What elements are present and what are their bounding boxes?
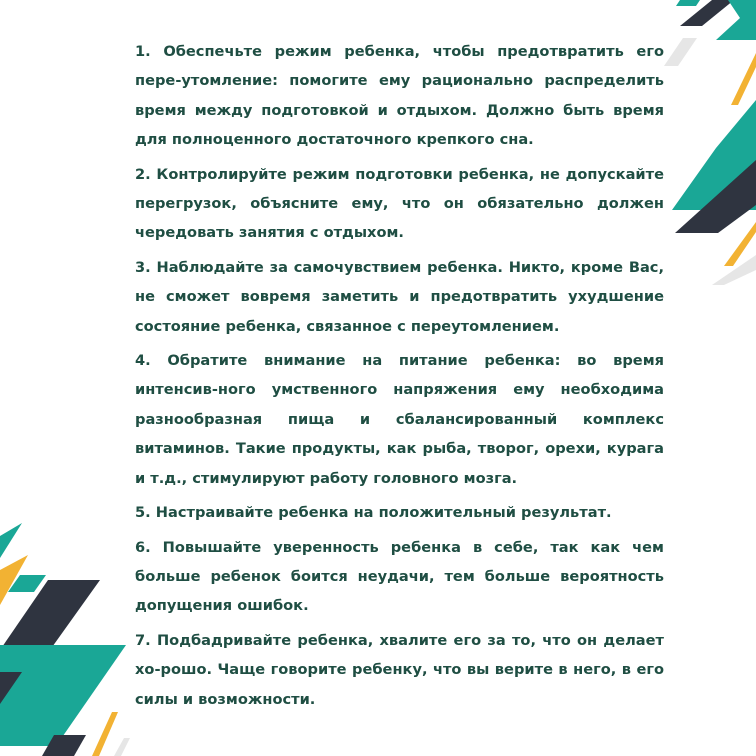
recommendation-paragraph-4: 4. Обратите внимание на питание ребенка: во время интенсив-ного умственного напряжения ему необходима разнообразная пища и сбалансированный комплекс витаминов. Такие продукты, как рыба, творог, орехи, курага и т.д., стимулируют работу головного мозга. <box>135 352 664 487</box>
teal-tri-left <box>0 523 22 558</box>
recommendation-paragraph-7: 7. Подбадривайте ребенка, хвалите его за то, что он делает хо-рошо. Чаще говорите ребенку, что вы верите в него, в его силы и возможности. <box>135 631 664 708</box>
teal-strip-top <box>676 0 700 6</box>
recommendation-paragraph-6: 6. Повышайте уверенность ребенка в себе, так как чем больше ребенок боится неудачи, тем больше вероятность допущения ошибок. <box>135 538 664 615</box>
recommendations-text <box>135 37 664 719</box>
light-bar-top <box>664 38 697 66</box>
bottom-left-decoration <box>0 523 130 756</box>
top-right-decoration <box>664 0 756 285</box>
recommendation-paragraph-5: 5. Настраивайте ребенка на положительный результат. <box>135 504 612 522</box>
recommendation-paragraph-1: 1. Обеспечьте режим ребенка, чтобы предотвратить его пере-утомление: помогите ему рационально распределить время между подготовкой и отдыхом. Должно быть время для полноценного достаточного крепкого сна. <box>135 43 664 149</box>
orange-bottom-left <box>92 712 118 756</box>
recommendation-paragraph-2: 2. Контролируйте режим подготовки ребенка, не допускайте перегрузок, объясните ему, что он обязательно должен чередовать занятия с отдыхом. <box>135 165 664 242</box>
recommendation-paragraph-3: 3. Наблюдайте за самочувствием ребенка. Никто, кроме Вас, не сможет вовремя заметить и предотвратить ухудшение состояние ребенка, связанное с переутомлением. <box>135 258 664 335</box>
light-bottom-left <box>114 738 130 756</box>
